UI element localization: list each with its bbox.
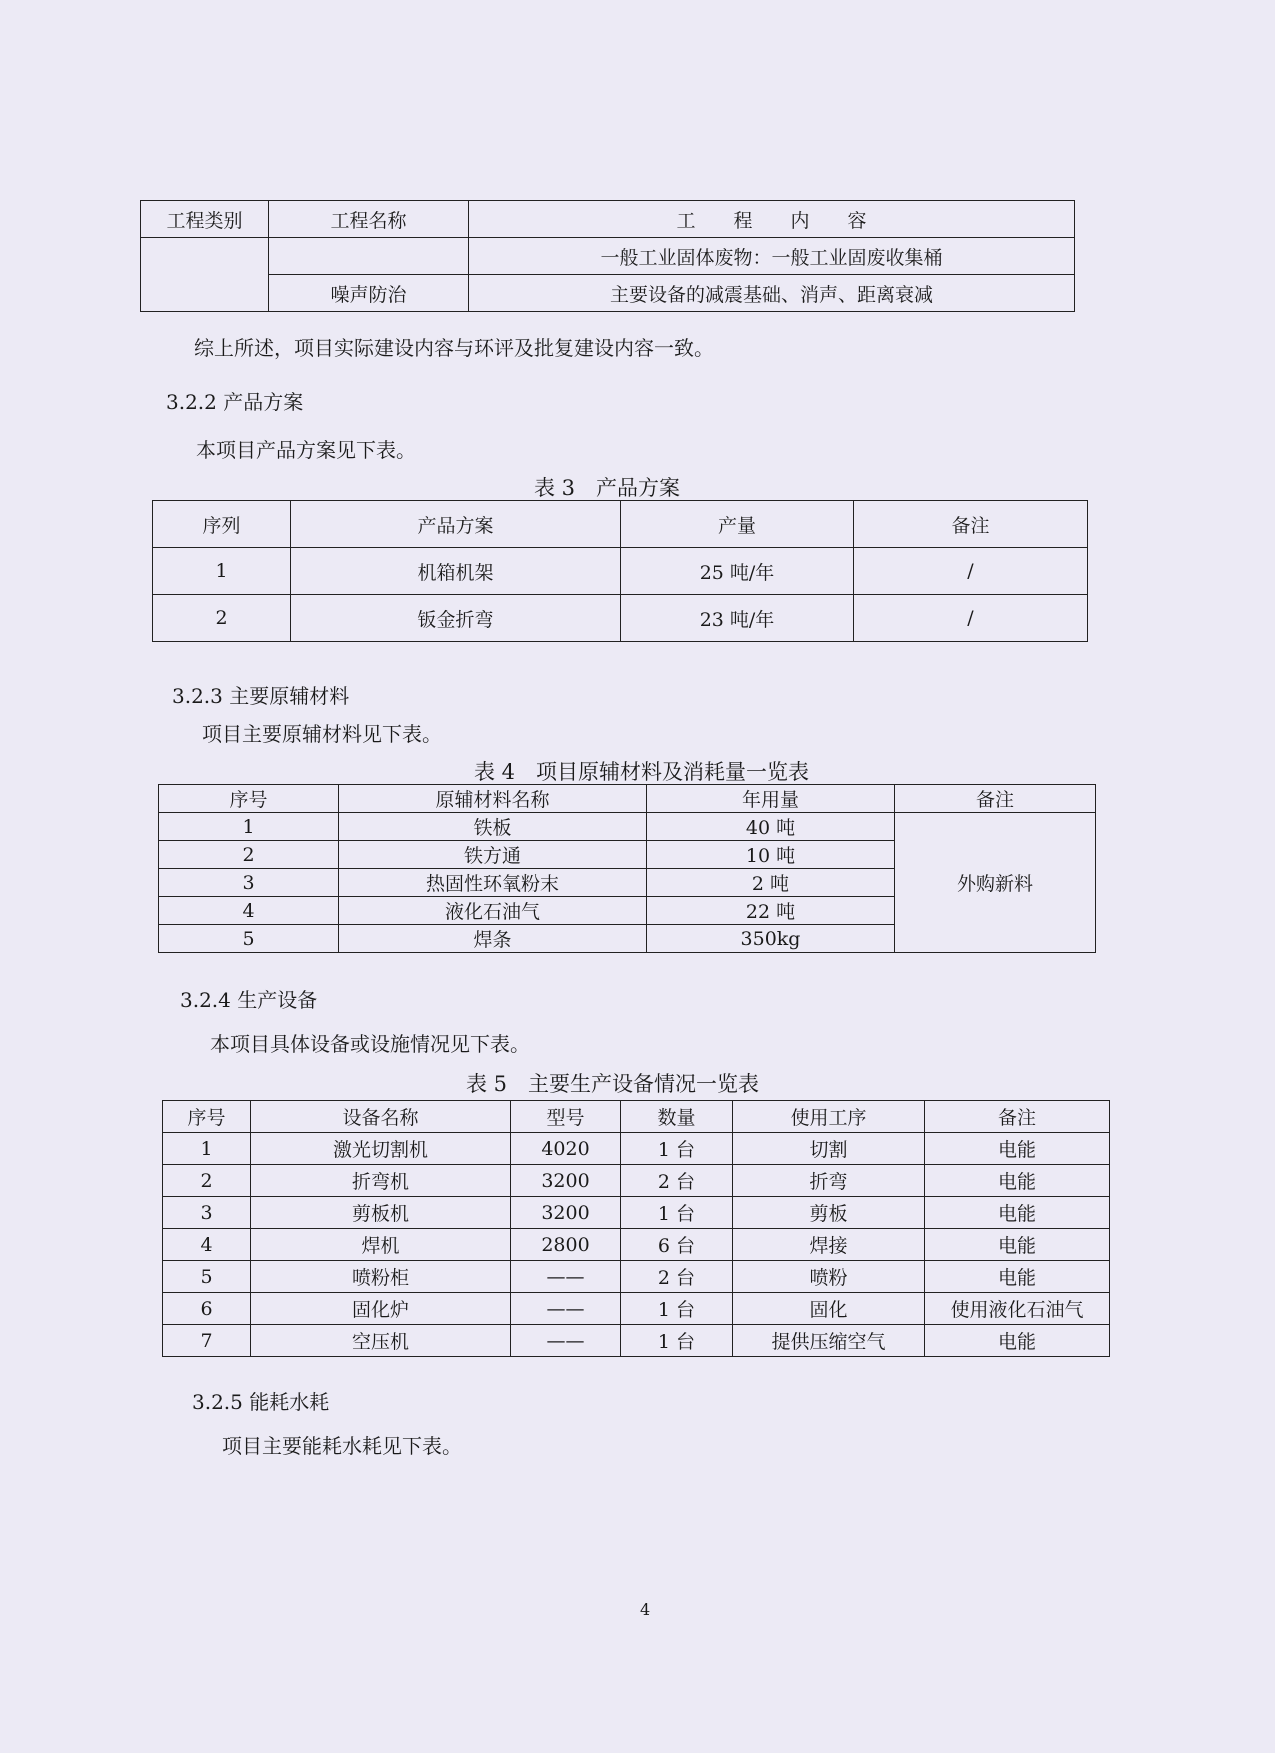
table-cell: 350kg (647, 925, 895, 953)
table-cell: 2 (159, 841, 339, 869)
header-cell: 产量 (621, 501, 854, 548)
table-cell: 4 (159, 897, 339, 925)
table-cell: 23 吨/年 (621, 595, 854, 642)
table-cell: 1 台 (621, 1325, 733, 1357)
table-cell: / (854, 548, 1088, 595)
table-row (153, 595, 1088, 642)
table-cell: 7 (163, 1325, 251, 1357)
table-cell (141, 238, 269, 312)
section-intro: 项目主要原辅材料见下表。 (202, 722, 442, 746)
page-number: 4 (640, 1600, 651, 1619)
table-row (159, 813, 1096, 841)
table-cell: 4 (163, 1229, 251, 1261)
table-cell: 焊机 (251, 1229, 511, 1261)
table-row (163, 1133, 1110, 1165)
section-heading: 3.2.5 能耗水耗 (192, 1390, 330, 1414)
header-cell: 备注 (854, 501, 1088, 548)
summary-paragraph: 综上所述，项目实际建设内容与环评及批复建设内容一致。 (194, 336, 714, 360)
header-cell: 备注 (895, 785, 1096, 813)
table-cell: 电能 (925, 1261, 1110, 1293)
table-cell (269, 238, 469, 275)
table-cell: 折弯 (733, 1165, 925, 1197)
header-cell: 设备名称 (251, 1101, 511, 1133)
table-cell: 机箱机架 (291, 548, 621, 595)
section-heading: 3.2.4 生产设备 (180, 988, 318, 1012)
table-header-row (159, 785, 1096, 813)
table-cell: 2 台 (621, 1165, 733, 1197)
table-cell: 电能 (925, 1325, 1110, 1357)
table-cell: 2 (153, 595, 291, 642)
section-heading: 3.2.3 主要原辅材料 (172, 684, 350, 708)
table-cell: 使用液化石油气 (925, 1293, 1110, 1325)
table-cell: 1 (153, 548, 291, 595)
table-cell: 喷粉柜 (251, 1261, 511, 1293)
table-header-row (153, 501, 1088, 548)
table-row (163, 1325, 1110, 1357)
table-caption: 表 5 主要生产设备情况一览表 (466, 1072, 760, 1096)
table-cell: 折弯机 (251, 1165, 511, 1197)
table-cell: 2 台 (621, 1261, 733, 1293)
raw-materials-table (158, 784, 1096, 953)
table-caption: 表 4 项目原辅材料及消耗量一览表 (474, 760, 810, 784)
header-cell: 使用工序 (733, 1101, 925, 1133)
section-intro: 本项目产品方案见下表。 (196, 438, 416, 462)
table-cell: 焊条 (339, 925, 647, 953)
table-cell: 1 (159, 813, 339, 841)
table-cell: —— (511, 1293, 621, 1325)
table-cell: 热固性环氧粉末 (339, 869, 647, 897)
table-cell: 电能 (925, 1165, 1110, 1197)
product-plan-table (152, 500, 1088, 642)
table-cell: 一般工业固体废物：一般工业固废收集桶 (469, 238, 1075, 275)
table-cell: 剪板机 (251, 1197, 511, 1229)
table-cell: 电能 (925, 1133, 1110, 1165)
table-cell: 切割 (733, 1133, 925, 1165)
table-cell: 4020 (511, 1133, 621, 1165)
table-cell: —— (511, 1325, 621, 1357)
table-cell: 固化炉 (251, 1293, 511, 1325)
header-cell: 序号 (159, 785, 339, 813)
table-cell: 5 (159, 925, 339, 953)
header-cell: 型号 (511, 1101, 621, 1133)
table-caption: 表 3 产品方案 (534, 476, 681, 500)
table-cell: 1 (163, 1133, 251, 1165)
table-cell: 空压机 (251, 1325, 511, 1357)
table-cell: 喷粉 (733, 1261, 925, 1293)
header-cell: 序号 (163, 1101, 251, 1133)
table-cell: 40 吨 (647, 813, 895, 841)
engineering-content-table (140, 200, 1075, 312)
table-cell: 3 (163, 1197, 251, 1229)
table-cell: 剪板 (733, 1197, 925, 1229)
table-cell: 25 吨/年 (621, 548, 854, 595)
table-row (163, 1293, 1110, 1325)
table-cell: 铁板 (339, 813, 647, 841)
header-cell: 备注 (925, 1101, 1110, 1133)
table-cell: 提供压缩空气 (733, 1325, 925, 1357)
table-cell: 3200 (511, 1197, 621, 1229)
table-cell: 1 台 (621, 1293, 733, 1325)
table-row (163, 1261, 1110, 1293)
header-cell: 工 程 内 容 (469, 201, 1075, 238)
table-cell: 1 台 (621, 1133, 733, 1165)
table-row (163, 1197, 1110, 1229)
table-cell: 电能 (925, 1229, 1110, 1261)
header-cell: 序列 (153, 501, 291, 548)
table-cell: 电能 (925, 1197, 1110, 1229)
remark-cell: 外购新料 (895, 813, 1096, 953)
table-cell: 2 (163, 1165, 251, 1197)
section-heading: 3.2.2 产品方案 (166, 390, 304, 414)
header-cell: 数量 (621, 1101, 733, 1133)
table-cell: 6 (163, 1293, 251, 1325)
table-row (163, 1165, 1110, 1197)
table-cell: 6 台 (621, 1229, 733, 1261)
table-row (163, 1229, 1110, 1261)
table-header-row (163, 1101, 1110, 1133)
table-cell: 液化石油气 (339, 897, 647, 925)
table-cell: 固化 (733, 1293, 925, 1325)
table-row (153, 548, 1088, 595)
table-cell: 钣金折弯 (291, 595, 621, 642)
table-cell: —— (511, 1261, 621, 1293)
table-row (141, 275, 1075, 312)
table-cell: 铁方通 (339, 841, 647, 869)
table-cell: 焊接 (733, 1229, 925, 1261)
table-cell: 激光切割机 (251, 1133, 511, 1165)
table-cell: 2800 (511, 1229, 621, 1261)
header-cell: 原辅材料名称 (339, 785, 647, 813)
section-intro: 项目主要能耗水耗见下表。 (222, 1434, 462, 1458)
table-row (141, 238, 1075, 275)
table-cell: 10 吨 (647, 841, 895, 869)
header-cell: 工程名称 (269, 201, 469, 238)
table-cell: 主要设备的减震基础、消声、距离衰减 (469, 275, 1075, 312)
table-cell: / (854, 595, 1088, 642)
header-cell: 工程类别 (141, 201, 269, 238)
table-cell: 1 台 (621, 1197, 733, 1229)
table-cell: 3 (159, 869, 339, 897)
table-cell: 22 吨 (647, 897, 895, 925)
header-cell: 产品方案 (291, 501, 621, 548)
table-cell: 3200 (511, 1165, 621, 1197)
section-intro: 本项目具体设备或设施情况见下表。 (210, 1032, 530, 1056)
table-cell: 2 吨 (647, 869, 895, 897)
table-cell: 5 (163, 1261, 251, 1293)
table-cell: 噪声防治 (269, 275, 469, 312)
production-equipment-table (162, 1100, 1110, 1357)
header-cell: 年用量 (647, 785, 895, 813)
table-header-row (141, 201, 1075, 238)
